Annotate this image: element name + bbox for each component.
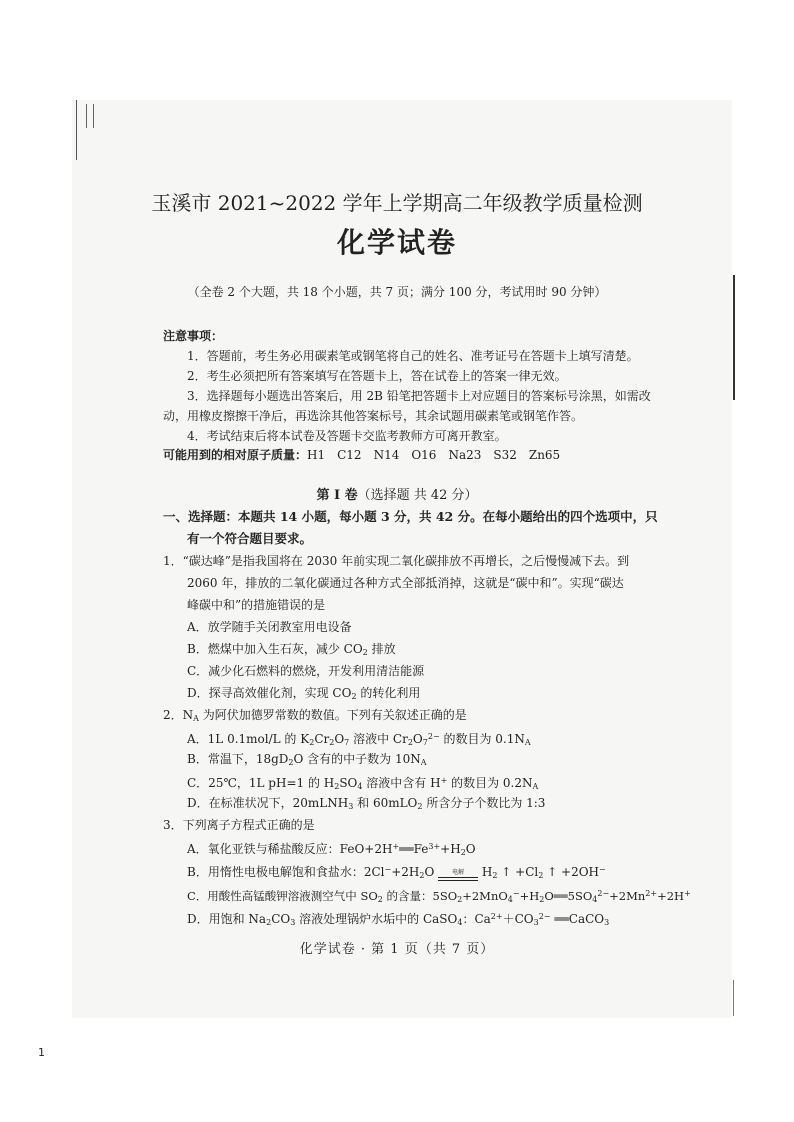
section-title-rest: （选择题 共 42 分） [357, 488, 478, 503]
q2-option-a: A．1L 0.1mol/L 的 $K_2Cr_2O_7$ 溶液中 $Cr_2O_7^{2-}$ 的数目为 $0.1N_A$ [187, 732, 531, 747]
q3-option-c: C．用酸性高锰酸钾溶液测空气中 $SO_2$ 的含量：$5SO_2+2MnO_4^-+H_2O══5SO_4^{2-}+2Mn^{2+}+2H^+$ [187, 889, 691, 904]
q3-stem: 3．下列离子方程式正确的是 [163, 818, 315, 832]
note-item: 3．选择题每小题选出答案后，用 2B 铅笔把答题卡上对应题目的答案标号涂黑，如需改 [187, 389, 651, 403]
q1-stem: 峰碳中和”的措施错误的是 [187, 598, 326, 612]
scan-edge-mark [76, 100, 77, 160]
section-instruction: 有一个符合题目要求。 [187, 531, 313, 546]
q3-option-a: A．氧化亚铁与稀盐酸反应：$FeO+2H^+══Fe^{3+}+H_2O$ [187, 842, 476, 857]
q1-option-b: B．燃煤中加入生石灰，减少 $CO_2$ 排放 [187, 642, 396, 657]
section-title [0, 488, 794, 504]
q2-stem: 2．$N_A$ 为阿伏加德罗常数的数值。下列有关叙述正确的是 [163, 708, 467, 723]
q1-option-c: C．减少化石燃料的燃烧，开发利用清洁能源 [187, 664, 425, 678]
q2-option-d: D．在标准状况下，20mLNH$_3$ 和 60mLO$_2$ 所含分子个数比为 1:3 [187, 796, 546, 811]
scan-edge-mark [86, 104, 94, 128]
exam-info: （全卷 2 个大题，共 18 个小题，共 7 页；满分 100 分，考试用时 90 分钟） [187, 285, 607, 299]
note-item: 2．考生必须把所有答案填写在答题卡上，答在试卷上的答案一律无效。 [187, 369, 567, 383]
section-instruction: 一、选择题：本题共 14 小题，每小题 3 分，共 42 分。在每小题给出的四个选项中，只 [163, 509, 658, 524]
exam-subject: 化学试卷 [336, 226, 457, 259]
page-footer: 化学试卷 · 第 1 页（共 7 页） [299, 942, 495, 957]
q1-option-a: A．放学随手关闭教室用电设备 [187, 620, 352, 634]
note-item: 1．答题前，考生务必用碳素笔或钢笔将自己的姓名、准考证号在答题卡上填写清楚。 [187, 349, 639, 363]
atomic-values: H1 C12 N14 O16 Na23 S32 Zn65 [307, 448, 561, 462]
scan-edge-mark [733, 980, 734, 1016]
note-item: 动，用橡皮擦擦干净后，再选涂其他答案标号，其余试题用碳素笔或钢笔作答。 [163, 409, 584, 423]
q3-option-b: B．用惰性电极电解饱和食盐水：$2Cl^-+2H_2O$ 电解 $H_2$ ↑ $+Cl_2$ ↑ +2OH− [187, 865, 606, 880]
notes-heading: 注意事项： [163, 329, 224, 343]
q1-stem: 2060 年，排放的二氧化碳通过各种方式全部抵消掉，这就是“碳中和”。实现“碳达 [187, 576, 624, 590]
q2-option-b: B．常温下，$18gD_2O$ 含有的中子数为 $10N_A$ [187, 752, 427, 767]
electrolysis-arrow: 电解 [438, 870, 478, 876]
q2-option-c: C．25℃，1L pH=1 的 $H_2SO_4$ 溶液中含有 H+ 的数目为 $0.2N_A$ [187, 776, 539, 791]
page-number: 1 [38, 1046, 45, 1059]
section-title-bold: 第 I 卷 [316, 488, 358, 503]
atomic-label: 可能用到的相对原子质量： [163, 448, 308, 462]
q3-option-d: D．用饱和 $Na_2CO_3$ 溶液处理锅炉水垢中的 CaSO$_4$：$Ca^{2+}+CO_3^{2-}$ ══CaCO$_3$ [187, 912, 610, 927]
note-item: 4．考试结束后将本试卷及答题卡交监考教师方可离开教室。 [187, 429, 507, 443]
exam-title: 玉溪市 2021~2022 学年上学期高二年级教学质量检测 [151, 191, 643, 215]
atomic-masses [163, 447, 560, 463]
q1-stem: 1．“碳达峰”是指我国将在 2030 年前实现二氧化碳排放不再增长，之后慢慢减下去。到 [163, 554, 630, 568]
q1-option-d: D．探寻高效催化剂，实现 $CO_2$ 的转化利用 [187, 686, 421, 701]
